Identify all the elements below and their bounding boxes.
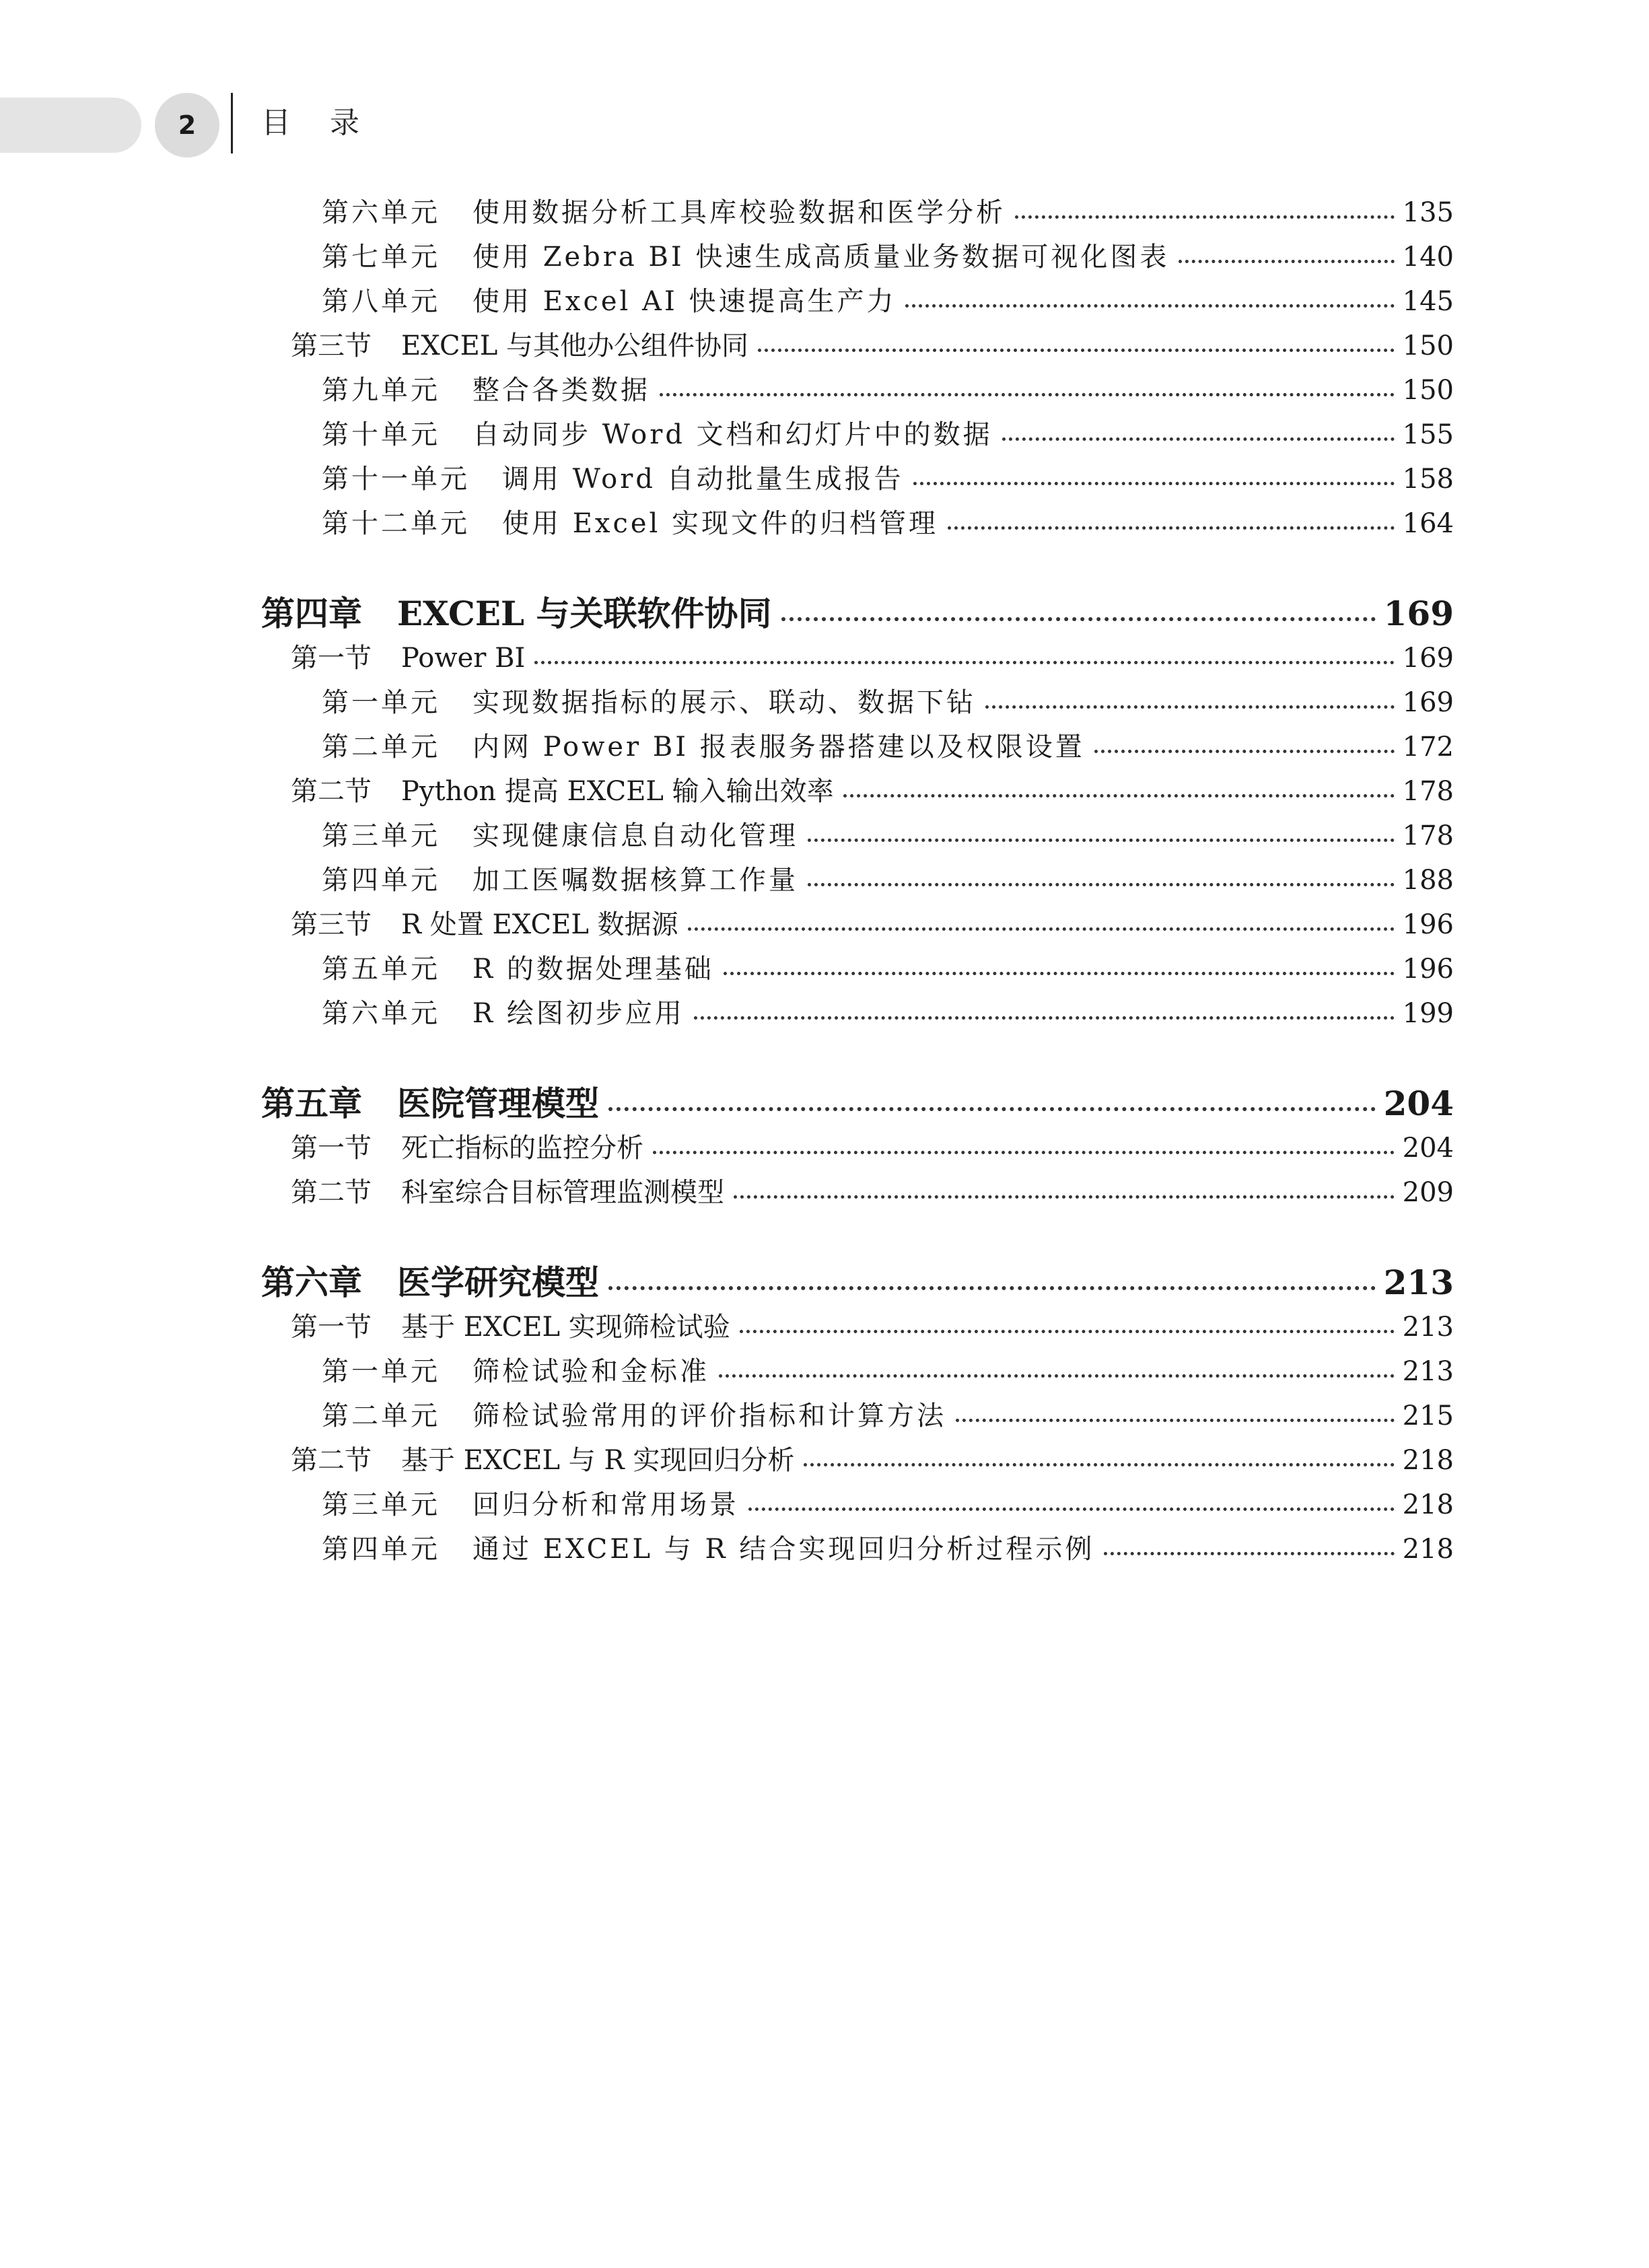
dot-leader: [804, 1463, 1394, 1466]
toc-unit-row: [0, 1527, 1649, 1571]
page-number: 2: [178, 110, 197, 140]
dot-leader: [1015, 215, 1395, 219]
toc-entry-title: R 的数据处理基础: [472, 954, 714, 985]
toc-entry[interactable]: [322, 1349, 1454, 1394]
toc-entry-number: 第三单元: [322, 820, 440, 851]
toc-entry-title: 死亡指标的监控分析: [401, 1133, 643, 1164]
toc-entry-number: 第二节: [291, 776, 372, 807]
dot-leader: [985, 705, 1395, 709]
toc-entry-number: 第十一单元: [322, 464, 470, 495]
toc-entry-page-number: 199: [1402, 998, 1454, 1029]
toc-entry-number: 第七单元: [322, 242, 440, 273]
toc-chapter-row: [0, 1082, 1649, 1126]
toc-unit-row: [0, 457, 1649, 501]
toc-entry-title: 使用 Zebra BI 快速生成高质量业务数据可视化图表: [472, 242, 1170, 273]
toc-entry-page-number: 204: [1383, 1084, 1454, 1123]
toc-entry-page-number: 164: [1402, 508, 1454, 539]
toc-entry-title: 自动同步 Word 文档和幻灯片中的数据: [472, 419, 993, 450]
toc-section-row: [0, 1305, 1649, 1349]
toc-entry[interactable]: [322, 235, 1454, 279]
toc-entry[interactable]: [322, 413, 1454, 457]
toc-entry-page-number: 196: [1402, 954, 1454, 985]
toc-entry-number: 第六单元: [322, 197, 440, 228]
toc-entry-page-number: 150: [1402, 375, 1454, 406]
toc-entry[interactable]: [322, 947, 1454, 991]
toc-entry-page-number: 204: [1402, 1133, 1454, 1164]
toc-unit-row: [0, 279, 1649, 324]
toc-entry-number: 第六章: [261, 1263, 362, 1302]
toc-entry-title: 加工医嘱数据核算工作量: [472, 865, 798, 896]
dot-leader: [748, 1508, 1395, 1511]
toc-entry-number: 第五单元: [322, 954, 440, 985]
toc-entry-title: 基于 EXCEL 实现筛检试验: [401, 1312, 730, 1343]
toc-chapter-row: [0, 592, 1649, 636]
toc-entry-page-number: 215: [1402, 1401, 1454, 1431]
toc-entry-page-number: 169: [1402, 687, 1454, 718]
dot-leader: [608, 1286, 1376, 1290]
toc-entry-number: 第一单元: [322, 687, 440, 718]
toc-entry-title: 实现健康信息自动化管理: [472, 820, 798, 851]
toc-entry-page-number: 169: [1402, 643, 1454, 674]
toc-entry-page-number: 178: [1402, 820, 1454, 851]
page-title: 目 录: [261, 106, 374, 140]
toc-entry[interactable]: [322, 680, 1454, 725]
toc-unit-row: [0, 814, 1649, 858]
toc-entry-number: 第五章: [261, 1084, 362, 1123]
toc-entry-page-number: 158: [1402, 464, 1454, 495]
toc-entry-page-number: 213: [1383, 1263, 1454, 1302]
toc-entry-title: 整合各类数据: [472, 375, 650, 406]
toc-unit-row: [0, 947, 1649, 991]
toc-entry-number: 第一节: [291, 1133, 372, 1164]
header-band: [0, 98, 141, 153]
toc-section-row: [0, 324, 1649, 368]
toc-entry-number: 第一节: [291, 1312, 372, 1343]
toc-entry-page-number: 150: [1402, 330, 1454, 361]
toc-entry-number: 第四单元: [322, 865, 440, 896]
dot-leader: [1179, 260, 1394, 263]
toc-entry-page-number: 209: [1402, 1177, 1454, 1208]
toc-entry-title: R 绘图初步应用: [472, 998, 685, 1029]
toc-entry[interactable]: [291, 1170, 1454, 1215]
dot-leader: [1094, 750, 1395, 753]
toc-entry-page-number: 218: [1402, 1445, 1454, 1476]
toc-entry[interactable]: [291, 1126, 1454, 1170]
toc-entry[interactable]: [322, 814, 1454, 858]
toc-unit-row: [0, 991, 1649, 1036]
toc-entry[interactable]: [322, 1394, 1454, 1438]
toc-entry[interactable]: [291, 1305, 1454, 1349]
toc-entry-number: 第四章: [261, 594, 362, 633]
toc-entry-title: 调用 Word 自动批量生成报告: [502, 464, 904, 495]
dot-leader: [948, 526, 1395, 530]
header-divider: [231, 93, 233, 153]
toc-entry-title: 医院管理模型: [397, 1084, 599, 1123]
toc-entry[interactable]: [322, 1527, 1454, 1571]
dot-leader: [724, 972, 1395, 975]
toc-entry[interactable]: [322, 725, 1454, 769]
toc-entry[interactable]: [261, 592, 1454, 636]
toc-entry-number: 第一单元: [322, 1356, 440, 1387]
toc-entry-title: 回归分析和常用场景: [472, 1489, 739, 1520]
toc-entry-number: 第三节: [291, 330, 372, 361]
dot-leader: [1002, 437, 1395, 441]
toc-entry-page-number: 196: [1402, 909, 1454, 940]
toc-entry-page-number: 213: [1402, 1312, 1454, 1343]
dot-leader: [781, 617, 1376, 621]
toc-section-row: [0, 1170, 1649, 1215]
toc-entry-number: 第六单元: [322, 998, 440, 1029]
toc-entry[interactable]: [291, 902, 1454, 947]
toc-unit-row: [0, 413, 1649, 457]
toc-entry-number: 第四单元: [322, 1534, 440, 1565]
dot-leader: [808, 839, 1395, 842]
dot-leader: [905, 304, 1394, 308]
toc-unit-row: [0, 725, 1649, 769]
toc-entry-title: Power BI: [401, 643, 526, 674]
toc-unit-row: [0, 368, 1649, 413]
toc-entry-title: 基于 EXCEL 与 R 实现回归分析: [401, 1445, 795, 1476]
dot-leader: [1104, 1552, 1394, 1555]
toc-entry-number: 第八单元: [322, 286, 440, 317]
toc-entry-title: R 处置 EXCEL 数据源: [401, 909, 678, 940]
dot-leader: [734, 1195, 1395, 1199]
toc-unit-row: [0, 501, 1649, 546]
toc-entry[interactable]: [291, 769, 1454, 814]
dot-leader: [843, 794, 1395, 798]
toc-entry[interactable]: [261, 1261, 1454, 1305]
toc-entry-title: 科室综合目标管理监测模型: [401, 1177, 724, 1208]
toc-entry-number: 第二单元: [322, 732, 440, 763]
toc-unit-row: [0, 1394, 1649, 1438]
toc-section-row: [0, 902, 1649, 947]
toc-entry-page-number: 135: [1402, 197, 1454, 228]
toc-entry-title: Python 提高 EXCEL 输入输出效率: [401, 776, 834, 807]
toc-chapter-row: [0, 1261, 1649, 1305]
toc-entry-number: 第三节: [291, 909, 372, 940]
dot-leader: [660, 393, 1395, 396]
toc-unit-row: [0, 190, 1649, 235]
toc-entry[interactable]: [322, 1483, 1454, 1527]
toc-section-row: [0, 1438, 1649, 1483]
toc-section-row: [0, 636, 1649, 680]
dot-leader: [534, 661, 1394, 664]
toc-entry[interactable]: [322, 457, 1454, 501]
toc-entry-number: 第二节: [291, 1445, 372, 1476]
dot-leader: [719, 1374, 1395, 1378]
toc-entry[interactable]: [291, 636, 1454, 680]
toc-entry-page-number: 218: [1402, 1534, 1454, 1565]
toc-entry-title: 筛检试验常用的评价指标和计算方法: [472, 1401, 946, 1431]
toc-entry[interactable]: [261, 1082, 1454, 1126]
toc-entry-number: 第二节: [291, 1177, 372, 1208]
toc-unit-row: [0, 235, 1649, 279]
toc-entry-page-number: 172: [1402, 732, 1454, 763]
toc-entry-number: 第三单元: [322, 1489, 440, 1520]
toc-entry[interactable]: [322, 190, 1454, 235]
toc-entry-title: EXCEL 与其他办公组件协同: [401, 330, 749, 361]
toc-entry-title: 内网 Power BI 报表服务器搭建以及权限设置: [472, 732, 1085, 763]
toc-entry-title: EXCEL 与关联软件协同: [397, 594, 772, 633]
toc-entry-number: 第十单元: [322, 419, 440, 450]
toc-entry-title: 通过 EXCEL 与 R 结合实现回归分析过程示例: [472, 1534, 1095, 1565]
toc-entry-page-number: 218: [1402, 1489, 1454, 1520]
toc-entry-title: 使用数据分析工具库校验数据和医学分析: [472, 197, 1006, 228]
toc-entry[interactable]: [322, 279, 1454, 324]
dot-leader: [956, 1419, 1395, 1422]
toc-entry[interactable]: [322, 501, 1454, 546]
toc-entry-page-number: 213: [1402, 1356, 1454, 1387]
dot-leader: [608, 1107, 1376, 1111]
toc-unit-row: [0, 680, 1649, 725]
toc-entry[interactable]: [322, 991, 1454, 1036]
dot-leader: [653, 1151, 1395, 1154]
dot-leader: [913, 482, 1395, 485]
toc-section-row: [0, 769, 1649, 814]
dot-leader: [694, 1016, 1395, 1020]
toc-entry[interactable]: [291, 1438, 1454, 1483]
dot-leader: [740, 1330, 1395, 1333]
toc-entry-number: 第十二单元: [322, 508, 470, 539]
toc-unit-row: [0, 1483, 1649, 1527]
toc-entry[interactable]: [291, 324, 1454, 368]
toc-entry-page-number: 169: [1383, 594, 1454, 633]
toc-entry-page-number: 145: [1402, 286, 1454, 317]
toc-entry[interactable]: [322, 858, 1454, 902]
toc-entry-number: 第二单元: [322, 1401, 440, 1431]
toc-entry-page-number: 178: [1402, 776, 1454, 807]
dot-leader: [808, 883, 1395, 886]
dot-leader: [688, 927, 1395, 931]
toc-entry-page-number: 140: [1402, 242, 1454, 273]
toc-unit-row: [0, 858, 1649, 902]
toc-entry-page-number: 155: [1402, 419, 1454, 450]
toc-section-row: [0, 1126, 1649, 1170]
dot-leader: [758, 349, 1395, 352]
toc-unit-row: [0, 1349, 1649, 1394]
toc-entry-page-number: 188: [1402, 865, 1454, 896]
toc-entry[interactable]: [322, 368, 1454, 413]
toc-entry-title: 使用 Excel AI 快速提高生产力: [472, 286, 897, 317]
toc-entry-title: 实现数据指标的展示、联动、数据下钻: [472, 687, 976, 718]
toc-entry-number: 第九单元: [322, 375, 440, 406]
toc-entry-title: 使用 Excel 实现文件的归档管理: [502, 508, 939, 539]
page-number-badge: [155, 93, 219, 157]
toc-entry-title: 筛检试验和金标准: [472, 1356, 709, 1387]
toc-entry-number: 第一节: [291, 643, 372, 674]
toc-entry-title: 医学研究模型: [397, 1263, 599, 1302]
